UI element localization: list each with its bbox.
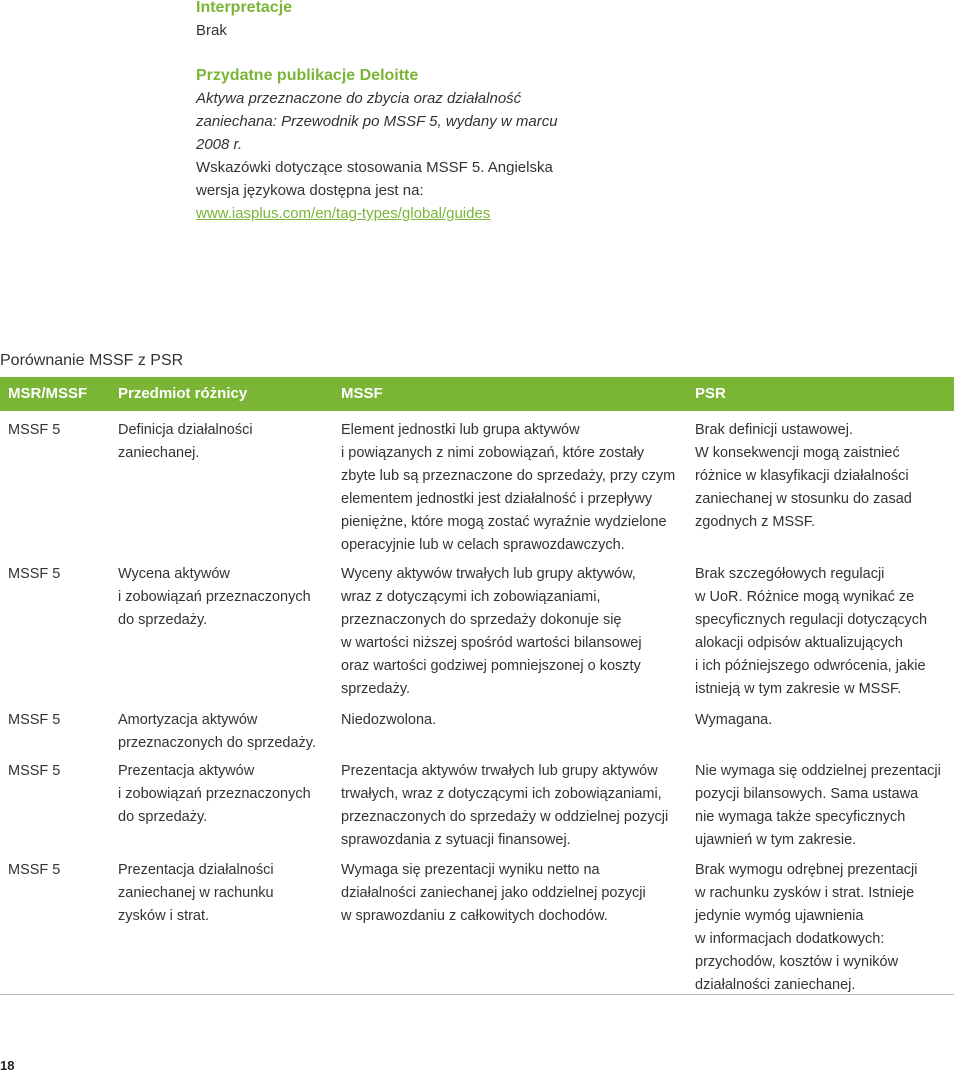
- cell-subject-line: przeznaczonych do sprzedaży.: [118, 735, 317, 751]
- cell-subject-line: zaniechanej w rachunku: [118, 885, 274, 901]
- cell-subject-line: Prezentacja działalności: [118, 862, 274, 878]
- cell-ifrs-line: oraz wartości godziwej pomniejszonej o koszty: [341, 658, 641, 674]
- cell-psr-line: Wymagana.: [695, 712, 773, 728]
- cell-ifrs-line: Niedozwolona.: [341, 712, 437, 728]
- cell-subject: [118, 563, 328, 632]
- cell-standard: MSSF 5: [8, 712, 61, 728]
- cell-psr-line: istnieją w tym zakresie w MSSF.: [695, 681, 902, 697]
- cell-subject-line: Wycena aktywów: [118, 566, 230, 582]
- cell-ifrs-line: Wyceny aktywów trwałych lub grupy aktywów,: [341, 566, 636, 582]
- interpretations-heading: Interpretacje: [196, 0, 293, 16]
- header-ifrs: MSSF: [341, 385, 383, 402]
- cell-standard: MSSF 5: [8, 862, 61, 878]
- cell-subject-line: do sprzedaży.: [118, 612, 208, 628]
- cell-ifrs-line: trwałych, wraz z dotyczącymi ich zobowiązaniami,: [341, 786, 662, 802]
- cell-ifrs-line: Prezentacja aktywów trwałych lub grupy aktywów: [341, 763, 658, 779]
- comparison-title: Porównanie MSSF z PSR: [0, 352, 184, 369]
- cell-ifrs-line: wraz z dotyczącymi ich zobowiązaniami,: [341, 589, 601, 605]
- cell-psr-line: różnice w klasyfikacji działalności: [695, 468, 909, 484]
- cell-subject: [118, 419, 328, 465]
- cell-ifrs: [341, 709, 686, 732]
- cell-psr: [695, 859, 953, 997]
- cell-subject-line: do sprzedaży.: [118, 809, 208, 825]
- comparison-table: [0, 377, 954, 993]
- cell-ifrs-line: Element jednostki lub grupa aktywów: [341, 422, 580, 438]
- cell-subject-line: zysków i strat.: [118, 908, 210, 924]
- publications-heading: Przydatne publikacje Deloitte: [196, 67, 419, 84]
- header-subject: Przedmiot różnicy: [118, 385, 248, 402]
- cell-ifrs-line: i powiązanych z nimi zobowiązań, które zostały: [341, 445, 645, 461]
- cell-standard: MSSF 5: [8, 422, 61, 438]
- cell-psr-line: alokacji odpisów aktualizujących: [695, 635, 903, 651]
- cell-ifrs-line: w wartości niższej spośród wartości bilansowej: [341, 635, 642, 651]
- table-header: [0, 377, 954, 411]
- page-number: 18: [0, 1058, 15, 1073]
- publication-1-line-3: 2008 r.: [196, 136, 243, 153]
- publication-1-line-2: zaniechana: Przewodnik po MSSF 5, wydany w marcu: [196, 113, 558, 130]
- cell-ifrs: [341, 419, 686, 557]
- cell-psr-line: ujawnień w tym zakresie.: [695, 832, 857, 848]
- table-row: [0, 709, 954, 760]
- cell-psr-line: Brak definicji ustawowej.: [695, 422, 853, 438]
- cell-psr-line: Nie wymaga się oddzielnej prezentacji: [695, 763, 941, 779]
- table-row: [0, 563, 954, 709]
- cell-subject: [118, 859, 328, 928]
- cell-standard: MSSF 5: [8, 763, 61, 779]
- cell-ifrs: [341, 859, 686, 928]
- cell-psr: [695, 709, 953, 732]
- cell-ifrs-line: Wymaga się prezentacji wyniku netto na: [341, 862, 600, 878]
- table-row: [0, 419, 954, 563]
- bottom-rule: [0, 994, 954, 995]
- cell-psr-line: Brak wymogu odrębnej prezentacji: [695, 862, 918, 878]
- cell-subject: [118, 760, 328, 829]
- cell-psr-line: zgodnych z MSSF.: [695, 514, 816, 530]
- cell-psr-line: W konsekwencji mogą zaistnieć: [695, 445, 900, 461]
- top-section: [196, 0, 596, 225]
- cell-subject-line: i zobowiązań przeznaczonych: [118, 786, 311, 802]
- cell-psr-line: działalności zaniechanej.: [695, 977, 856, 993]
- cell-psr-line: w rachunku zysków i strat. Istnieje: [695, 885, 915, 901]
- iasplus-link[interactable]: www.iasplus.com/en/tag-types/global/guides: [196, 205, 491, 222]
- cell-ifrs-line: zbyte lub są przeznaczone do sprzedaży, przy czym: [341, 468, 676, 484]
- cell-psr-line: w informacjach dodatkowych:: [695, 931, 885, 947]
- cell-subject-line: i zobowiązań przeznaczonych: [118, 589, 311, 605]
- cell-ifrs: [341, 760, 686, 852]
- cell-psr-line: jedynie wymóg ujawnienia: [695, 908, 864, 924]
- cell-psr-line: Brak szczegółowych regulacji: [695, 566, 885, 582]
- cell-ifrs-line: działalności zaniechanej jako oddzielnej pozycji: [341, 885, 646, 901]
- cell-subject-line: Definicja działalności: [118, 422, 253, 438]
- cell-ifrs-line: przeznaczonych do sprzedaży w oddzielnej pozycji: [341, 809, 669, 825]
- publication-1-line-1: Aktywa przeznaczone do zbycia oraz działalność: [196, 90, 522, 107]
- cell-ifrs-line: przeznaczonych do sprzedaży dokonuje się: [341, 612, 622, 628]
- cell-psr-line: w UoR. Różnice mogą wynikać ze: [695, 589, 915, 605]
- cell-psr-line: pozycji bilansowych. Sama ustawa: [695, 786, 919, 802]
- cell-ifrs-line: elementem jednostki jest działalność i przepływy: [341, 491, 653, 507]
- cell-ifrs-line: w sprawozdaniu z całkowitych dochodów.: [341, 908, 608, 924]
- table-row: [0, 859, 954, 999]
- interpretations-value: Brak: [196, 22, 227, 39]
- header-standard: MSR/MSSF: [8, 385, 88, 402]
- table-row: [0, 760, 954, 859]
- cell-psr: [695, 760, 953, 852]
- publication-2-line-1: Wskazówki dotyczące stosowania MSSF 5. Angielska: [196, 159, 553, 176]
- cell-psr: [695, 563, 953, 701]
- cell-ifrs-line: pieniężne, które mogą zostać wyraźnie wydzielone: [341, 514, 667, 530]
- cell-subject-line: zaniechanej.: [118, 445, 200, 461]
- cell-subject-line: Amortyzacja aktywów: [118, 712, 258, 728]
- cell-subject-line: Prezentacja aktywów: [118, 763, 255, 779]
- publication-2-line-2: wersja językowa dostępna jest na:: [196, 182, 424, 199]
- cell-ifrs-line: sprawozdania z sytuacji finansowej.: [341, 832, 571, 848]
- cell-ifrs: [341, 563, 686, 701]
- cell-ifrs-line: sprzedaży.: [341, 681, 411, 697]
- cell-psr-line: zaniechanej w stosunku do zasad: [695, 491, 912, 507]
- cell-psr-line: nie wymaga także specyficznych: [695, 809, 906, 825]
- cell-subject: [118, 709, 328, 755]
- cell-psr-line: i ich późniejszego odwrócenia, jakie: [695, 658, 926, 674]
- cell-psr-line: przychodów, kosztów i wyników: [695, 954, 899, 970]
- cell-ifrs-line: operacyjnie lub w celach sprawozdawczych.: [341, 537, 625, 553]
- header-psr: PSR: [695, 385, 726, 402]
- cell-standard: MSSF 5: [8, 566, 61, 582]
- cell-psr: [695, 419, 953, 534]
- cell-psr-line: specyficznych regulacji dotyczących: [695, 612, 928, 628]
